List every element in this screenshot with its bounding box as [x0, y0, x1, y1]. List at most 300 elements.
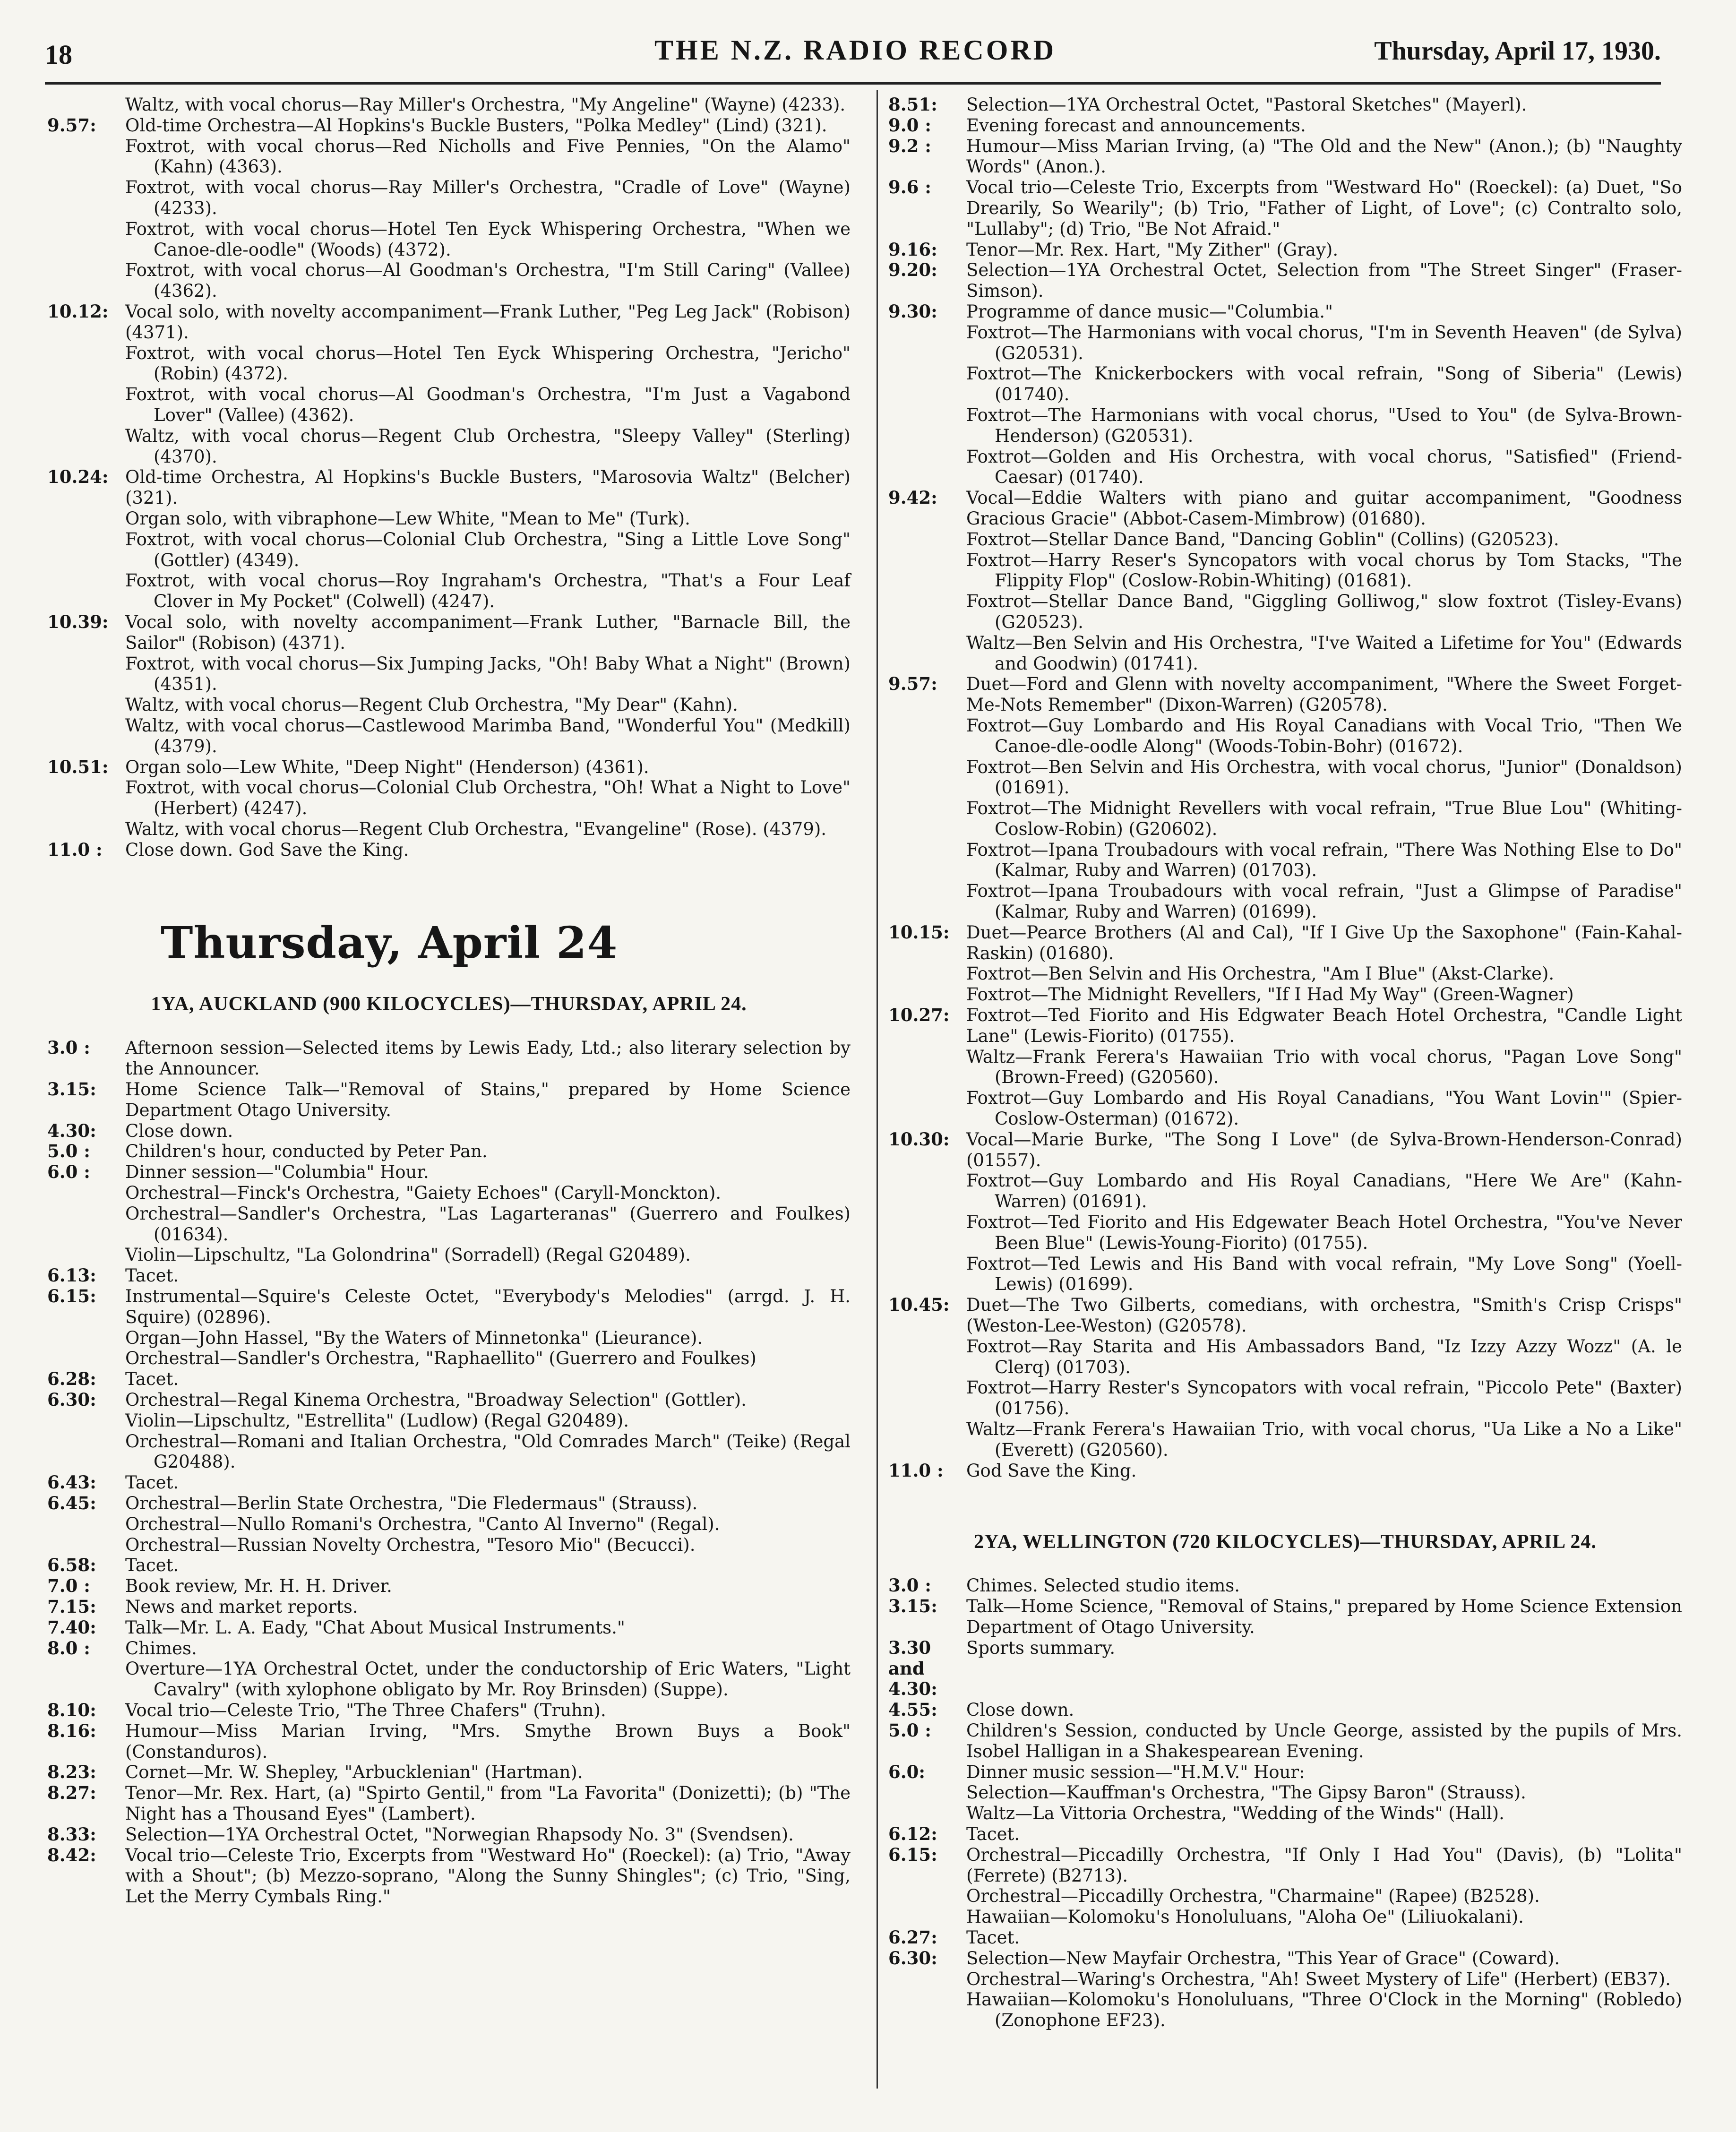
entry-time: [47, 1410, 125, 1431]
entry-time: [888, 363, 966, 405]
entry-text: Humour—Miss Marian Irving, "Mrs. Smythe Brown Buys a Book" (Constanduros).: [125, 1720, 851, 1762]
entry-time: [47, 570, 125, 612]
program-entry: [888, 1596, 1682, 1638]
program-entry: [888, 301, 1682, 322]
program-entry: [47, 1265, 851, 1286]
program-entry: [888, 1845, 1682, 1886]
program-entry: [888, 963, 1682, 984]
program-entry: [888, 984, 1682, 1005]
entry-time: [47, 95, 125, 115]
program-entry: [888, 674, 1682, 715]
entry-text: Waltz, with vocal chorus—Regent Club Orchestra, "Sleepy Valley" (Sterling) (4370).: [125, 425, 851, 467]
program-entry: [47, 1348, 851, 1369]
entry-time: 3.0 :: [47, 1037, 90, 1058]
program-entry: [888, 1254, 1682, 1295]
entry-text: Selection—Kauffman's Orchestra, "The Gipsy Baron" (Strauss).: [966, 1782, 1526, 1803]
program-entry: [888, 591, 1682, 633]
entry-text: Tacet.: [125, 1369, 179, 1390]
entry-time: 6.30:: [888, 1947, 937, 1969]
entry-text: Orchestral—Russian Novelty Orchestra, "Tesoro Mio" (Becucci).: [125, 1534, 696, 1555]
program-entry: [888, 1638, 1682, 1700]
program-entry: [47, 467, 851, 508]
program-entry: [47, 1038, 851, 1079]
program-entry: [888, 1295, 1682, 1336]
program-entry: [47, 1204, 851, 1245]
program-entry: [47, 260, 851, 301]
entry-time: 6.0:: [888, 1761, 926, 1782]
entry-text: Vocal solo, with novelty accompaniment—Frank Luther, "Barnacle Bill, the Sailor" (Robison) (4371).: [125, 611, 851, 653]
program-entry: [888, 363, 1682, 405]
entry-time: 10.45:: [888, 1294, 950, 1315]
entry-text: Waltz, with vocal chorus—Castlewood Marimba Band, "Wonderful You" (Medkill) (4379).: [125, 715, 851, 757]
entry-text: Tacet.: [125, 1472, 179, 1493]
program-entry: [47, 1514, 851, 1535]
entry-time: [888, 322, 966, 364]
entry-time: 6.30:: [47, 1389, 96, 1410]
program-entry: [888, 1377, 1682, 1419]
entry-time: [888, 1803, 966, 1824]
entry-time: [888, 798, 966, 840]
program-entry: [888, 1886, 1682, 1907]
program-entry: [47, 1555, 851, 1576]
entry-time: [888, 715, 966, 757]
entry-time: 9.20:: [888, 259, 937, 281]
program-entry: [47, 1659, 851, 1700]
program-entry: [888, 1927, 1682, 1948]
program-entry: [888, 1088, 1682, 1129]
program-entry: [47, 1079, 851, 1121]
entry-text: Foxtrot—Harry Reser's Syncopators with vocal chorus by Tom Stacks, "The Flippity Flop" (Coslow-Robin-Whiting) (01681).: [966, 550, 1682, 591]
day-heading: Thursday, April 24: [161, 917, 618, 969]
entry-text: Vocal trio—Celeste Trio, Excerpts from "Westward Ho" (Roeckel): (a) Trio, "Away with a Shout"; (b) Mezzo-soprano, "Along the Sunny Shingles"; (c) Trio, "Sing, Let the Merry Cymbals Ring.": [125, 1845, 851, 1907]
program-entry: [47, 301, 851, 343]
entry-text: Vocal trio—Celeste Trio, Excerpts from "Westward Ho" (Roeckel): (a) Duet, "So Drearily, So Wearily"; (b) Trio, "Father of Light, of Love"; (c) Contralto solo, "Lullaby"; (d) Trio, "Be Not Afraid.": [966, 177, 1682, 239]
entry-time: 9.6 :: [888, 177, 931, 198]
entry-time: [888, 1989, 966, 2031]
program-entry: [888, 260, 1682, 301]
entry-time: [888, 550, 966, 592]
program-entry: [888, 798, 1682, 840]
program-entry: [47, 1762, 851, 1783]
entry-time: 5.0 :: [47, 1141, 90, 1162]
program-entry: [47, 177, 851, 219]
entry-time: [47, 426, 125, 467]
entry-text: Instrumental—Squire's Celeste Octet, "Everybody's Melodies" (arrgd. J. H. Squire) (02896).: [125, 1286, 851, 1327]
program-entry: [47, 1121, 851, 1142]
entry-time: [888, 591, 966, 633]
program-entry: [47, 1410, 851, 1431]
program-entry: [47, 1472, 851, 1493]
entry-text: Chimes. Selected studio items.: [966, 1575, 1240, 1596]
entry-time: 8.0 :: [47, 1637, 90, 1659]
program-entry: [47, 1700, 851, 1721]
entry-text: Foxtrot—Stellar Dance Band, "Dancing Goblin" (Collins) (G20523).: [966, 529, 1559, 550]
entry-text: Close down. God Save the King.: [125, 839, 409, 860]
program-entry: [47, 1183, 851, 1204]
entry-text: Foxtrot—Ben Selvin and His Orchestra, with vocal chorus, "Junior" (Donaldson) (01691).: [966, 757, 1682, 798]
station-heading-2ya: 2YA, WELLINGTON (720 KILOCYCLES)—THURSDAY, APRIL 24.: [974, 1531, 1597, 1553]
entry-text: Foxtrot—Harry Rester's Syncopators with vocal refrain, "Piccolo Pete" (Baxter) (01756).: [966, 1377, 1682, 1419]
entry-text: Organ solo, with vibraphone—Lew White, "Mean to Me" (Turk).: [125, 508, 690, 529]
entry-time: [888, 757, 966, 799]
entry-time: [888, 1212, 966, 1254]
entry-text: Old-time Orchestra—Al Hopkins's Buckle Busters, "Polka Medley" (Lind) (321).: [125, 115, 827, 136]
entry-text: Waltz—Frank Ferera's Hawaiian Trio with vocal chorus, "Pagan Love Song" (Brown-Freed) (G20560).: [966, 1046, 1682, 1088]
entry-text: Foxtrot—Ted Fiorito and His Edgewater Beach Hotel Orchestra, "You've Never Been Blue" (Lewis-Young-Fiorito) (01755).: [966, 1212, 1682, 1253]
program-entry: [47, 1783, 851, 1824]
entry-text: Foxtrot—Ray Starita and His Ambassadors Band, "Iz Izzy Azzy Wozz" (A. le Clerq) (01703).: [966, 1336, 1682, 1377]
entry-time: [47, 1204, 125, 1245]
program-entry: [888, 840, 1682, 881]
program-entry: [888, 1969, 1682, 1990]
entry-time: 7.40:: [47, 1616, 96, 1638]
entry-text: Talk—Home Science, "Removal of Stains," prepared by Home Science Extension Department of Otago University.: [966, 1596, 1682, 1637]
entry-time: [47, 777, 125, 819]
entry-text: Old-time Orchestra, Al Hopkins's Buckle Busters, "Marosovia Waltz" (Belcher) (321).: [125, 467, 851, 508]
entry-time: 9.2 :: [888, 135, 931, 156]
program-entry: [888, 1948, 1682, 1969]
entry-text: Tacet.: [966, 1927, 1020, 1948]
entry-time: [47, 1348, 125, 1369]
entry-text: Tacet.: [125, 1265, 179, 1286]
program-entry: [888, 1824, 1682, 1845]
program-entry: [47, 612, 851, 653]
entry-time: [888, 1254, 966, 1295]
entry-text: Orchestral—Romani and Italian Orchestra, "Old Comrades March" (Teike) (Regal G20488).: [125, 1431, 851, 1472]
entry-time: 3.15:: [47, 1079, 96, 1100]
entry-time: [47, 1183, 125, 1204]
entry-text: Orchestral—Waring's Orchestra, "Ah! Sweet Mystery of Life" (Herbert) (EB37).: [966, 1969, 1671, 1989]
entry-text: Chimes.: [125, 1638, 197, 1659]
entry-time: 6.15:: [47, 1286, 96, 1307]
program-entry: [47, 1328, 851, 1349]
program-entry: [47, 529, 851, 571]
entry-time: [47, 529, 125, 571]
entry-text: Book review, Mr. H. H. Driver.: [125, 1576, 392, 1597]
program-entry: [47, 219, 851, 260]
entry-time: 8.16:: [47, 1720, 96, 1741]
entry-text: Hawaiian—Kolomoku's Honoluluans, "Aloha Oe" (Liliuokalani).: [966, 1907, 1524, 1927]
entry-time: [888, 840, 966, 881]
entry-time: [888, 529, 966, 550]
program-list-2ya: [888, 1575, 1682, 2031]
program-entry: [47, 1245, 851, 1265]
entry-time: [47, 1245, 125, 1265]
program-entry: [47, 1369, 851, 1390]
entry-text: Orchestral—Piccadilly Orchestra, "Charmaine" (Rapee) (B2528).: [966, 1886, 1540, 1907]
entry-text: Foxtrot—The Knickerbockers with vocal refrain, "Song of Siberia" (Lewis) (01740).: [966, 363, 1682, 405]
entry-text: Foxtrot—Ted Fiorito and His Edgwater Beach Hotel Orchestra, "Candle Light Lane" (Lewis-Fiorito) (01755).: [966, 1005, 1682, 1046]
entry-text: Cornet—Mr. W. Shepley, "Arbucklenian" (Hartman).: [125, 1762, 583, 1783]
entry-text: Children's hour, conducted by Peter Pan.: [125, 1141, 488, 1162]
program-list-1ya: [47, 1038, 851, 1907]
section-gap: [888, 1481, 1682, 1524]
entry-text: Foxtrot, with vocal chorus—Roy Ingraham's Orchestra, "That's a Four Leaf Clover in My Pocket" (Colwell) (4247).: [125, 570, 851, 612]
entry-time: 6.27:: [888, 1926, 937, 1948]
entry-time: [888, 1336, 966, 1378]
entry-text: Foxtrot—Ted Lewis and His Band with vocal refrain, "My Love Song" (Yoell-Lewis) (01699).: [966, 1253, 1682, 1295]
entry-time: [47, 343, 125, 385]
entry-time: 6.58:: [47, 1555, 96, 1576]
entry-time: 9.42:: [888, 487, 937, 508]
entry-time: 10.30:: [888, 1128, 950, 1150]
entry-text: Foxtrot—Guy Lombardo and His Royal Canadians, "Here We Are" (Kahn-Warren) (01691).: [966, 1170, 1682, 1212]
program-entry: [888, 1575, 1682, 1596]
entry-text: Foxtrot, with vocal chorus—Red Nicholls and Five Pennies, "On the Alamo" (Kahn) (4363).: [125, 136, 851, 177]
entry-text: Tenor—Mr. Rex. Hart, (a) "Spirto Gentil," from "La Favorita" (Donizetti); (b) "The Night has a Thousand Eyes" (Lambert).: [125, 1783, 851, 1824]
entry-text: Organ—John Hassel, "By the Waters of Minnetonka" (Lieurance).: [125, 1327, 703, 1348]
entry-text: Duet—The Two Gilberts, comedians, with orchestra, "Smith's Crisp Crisps" (Weston-Lee-Weston) (G20578).: [966, 1295, 1682, 1336]
program-entry: [888, 529, 1682, 550]
entry-time: 11.0 :: [47, 839, 103, 860]
entry-time: 3.15:: [888, 1596, 937, 1617]
entry-text: Waltz—Ben Selvin and His Orchestra, "I've Waited a Lifetime for You" (Edwards and Goodwin) (01741).: [966, 632, 1682, 674]
program-entry: [47, 1431, 851, 1473]
program-entry: [47, 1845, 851, 1907]
program-list-1ya-continued: [888, 95, 1682, 1481]
entry-text: Duet—Pearce Brothers (Al and Cal), "If I Give Up the Saxophone" (Fain-Kahal-Raskin) (01680).: [966, 922, 1682, 963]
left-column: [47, 95, 851, 1907]
entry-text: Orchestral—Regal Kinema Orchestra, "Broadway Selection" (Gottler).: [125, 1390, 747, 1410]
entry-time: 10.51:: [47, 756, 109, 777]
entry-text: Orchestral—Berlin State Orchestra, "Die Fledermaus" (Strauss).: [125, 1493, 698, 1514]
entry-text: Foxtrot—The Harmonians with vocal chorus, "I'm in Seventh Heaven" (de Sylva) (G20531).: [966, 322, 1682, 363]
entry-time: [47, 260, 125, 301]
entry-text: Vocal—Eddie Walters with piano and guitar accompaniment, "Goodness Gracious Gracie" (Abbot-Casem-Mimbrow) (01680).: [966, 488, 1682, 529]
entry-time: 10.39:: [47, 611, 109, 632]
entry-text: Foxtrot—The Harmonians with vocal chorus, "Used to You" (de Sylva-Brown-Henderson) (G20531).: [966, 404, 1682, 446]
entry-time: [888, 1907, 966, 1927]
entry-text: God Save the King.: [966, 1460, 1137, 1481]
entry-time: 9.57:: [888, 673, 937, 695]
program-entry: [47, 1617, 851, 1638]
entry-text: Foxtrot, with vocal chorus—Colonial Club Orchestra, "Oh! What a Night to Love" (Herbert) (4247).: [125, 777, 851, 819]
entry-text: Hawaiian—Kolomoku's Honoluluans, "Three O'Clock in the Morning" (Robledo) (Zonophone EF23).: [966, 1989, 1682, 2031]
entry-text: Orchestral—Nullo Romani's Orchestra, "Canto Al Inverno" (Regal).: [125, 1513, 720, 1534]
entry-text: Orchestral—Sandler's Orchestra, "Las Lagarteranas" (Guerrero and Foulkes) (01634).: [125, 1203, 851, 1245]
entry-text: Foxtrot—Golden and His Orchestra, with vocal chorus, "Satisfied" (Friend-Caesar) (01740).: [966, 446, 1682, 488]
entry-time: 10.27:: [888, 1005, 950, 1026]
program-entry: [888, 757, 1682, 799]
entry-time: 7.0 :: [47, 1575, 90, 1597]
entry-text: Overture—1YA Orchestral Octet, under the conductorship of Eric Waters, "Light Cavalry" (with xylophone obligato by Mr. Roy Brinsden) (Suppe).: [125, 1659, 851, 1700]
entry-time: [888, 447, 966, 488]
entry-text: Foxtrot—Guy Lombardo and His Royal Canadians, "You Want Lovin'" (Spier-Coslow-Osterman) (01672).: [966, 1088, 1682, 1129]
entry-time: [888, 881, 966, 922]
program-entry: [47, 1390, 851, 1410]
entry-time: 11.0 :: [888, 1460, 944, 1481]
entry-time: 7.15:: [47, 1596, 96, 1617]
entry-text: Waltz, with vocal chorus—Regent Club Orchestra, "Evangeline" (Rose). (4379).: [125, 818, 827, 839]
entry-text: Vocal solo, with novelty accompaniment—Frank Luther, "Peg Leg Jack" (Robison) (4371).: [125, 301, 851, 343]
entry-time: [888, 633, 966, 674]
program-entry: [47, 1141, 851, 1162]
issue-date: Thursday, April 17, 1930.: [1374, 36, 1661, 66]
entry-text: Foxtrot, with vocal chorus—Al Goodman's Orchestra, "I'm Just a Vagabond Lover" (Vallee) (4362).: [125, 384, 851, 425]
program-entry: [888, 115, 1682, 136]
entry-text: Humour—Miss Marian Irving, (a) "The Old and the New" (Anon.); (b) "Naughty Words" (Anon.).: [966, 136, 1682, 177]
entry-time: 6.45:: [47, 1493, 96, 1514]
entry-time: 8.27:: [47, 1782, 96, 1804]
program-entry: [888, 177, 1682, 239]
program-entry: [47, 115, 851, 136]
entry-time: 8.23:: [47, 1762, 96, 1783]
entry-time: 8.33:: [47, 1823, 96, 1845]
entry-text: Violin—Lipschultz, "La Golondrina" (Sorradell) (Regal G20489).: [125, 1245, 691, 1265]
entry-time: 6.15:: [888, 1844, 937, 1865]
publication-title: THE N.Z. RADIO RECORD: [654, 34, 1057, 66]
entry-time: 6.28:: [47, 1368, 96, 1390]
program-entry: [888, 1700, 1682, 1720]
entry-time: 3.30 and 4.30:: [888, 1637, 937, 1700]
entry-time: [47, 177, 125, 219]
program-entry: [888, 1762, 1682, 1783]
program-entry: [47, 1721, 851, 1762]
entry-time: 8.51:: [888, 94, 937, 115]
entry-time: [47, 819, 125, 840]
entry-text: Orchestral—Sandler's Orchestra, "Raphaellito" (Guerrero and Foulkes): [125, 1348, 756, 1369]
entry-time: 6.12:: [888, 1823, 937, 1844]
entry-time: [888, 1088, 966, 1129]
entry-time: 4.55:: [888, 1699, 937, 1720]
entry-text: Waltz—Frank Ferera's Hawaiian Trio, with vocal chorus, "Ua Like a No a Like" (Everett) (G20560).: [966, 1419, 1682, 1460]
program-entry: [888, 405, 1682, 447]
entry-text: Waltz, with vocal chorus—Ray Miller's Orchestra, "My Angeline" (Wayne) (4233).: [125, 95, 846, 115]
program-entry: [888, 1047, 1682, 1088]
program-entry: [888, 1336, 1682, 1378]
program-entry: [47, 1576, 851, 1597]
program-entry: [888, 240, 1682, 260]
entry-text: Violin—Lipschultz, "Estrellita" (Ludlow) (Regal G20489).: [125, 1410, 629, 1431]
entry-text: Selection—1YA Orchestral Octet, "Norwegian Rhapsody No. 3" (Svendsen).: [125, 1824, 794, 1845]
entry-text: Tacet.: [966, 1823, 1020, 1844]
entry-text: Foxtrot, with vocal chorus—Hotel Ten Eyck Whispering Orchestra, "When we Canoe-dle-oodle" (Woods) (4372).: [125, 218, 851, 260]
entry-text: Close down.: [125, 1120, 233, 1141]
program-entry: [888, 881, 1682, 922]
program-entry: [888, 1907, 1682, 1927]
entry-text: Foxtrot—Guy Lombardo and His Royal Canadians with Vocal Trio, "Then We Canoe-dle-oodle Along" (Woods-Tobin-Bohr) (01672).: [966, 715, 1682, 757]
entry-time: 4.30:: [47, 1120, 96, 1141]
entry-text: Dinner session—"Columbia" Hour.: [125, 1162, 429, 1183]
program-entry: [47, 136, 851, 178]
entry-text: Foxtrot, with vocal chorus—Ray Miller's Orchestra, "Cradle of Love" (Wayne) (4233).: [125, 177, 851, 218]
entry-time: 8.42:: [47, 1844, 96, 1866]
program-entry: [47, 653, 851, 695]
entry-time: [47, 653, 125, 695]
program-entry: [47, 695, 851, 715]
program-entry: [888, 1461, 1682, 1481]
entry-text: Close down.: [966, 1700, 1074, 1720]
entry-time: [888, 405, 966, 447]
program-entry: [47, 1535, 851, 1556]
entry-time: [47, 508, 125, 529]
program-entry: [888, 1129, 1682, 1171]
program-entry: [47, 757, 851, 778]
entry-time: 8.10:: [47, 1699, 96, 1720]
entry-text: Tacet.: [125, 1555, 179, 1576]
entry-time: 5.0 :: [888, 1719, 931, 1741]
entry-text: Tenor—Mr. Rex. Hart, "My Zither" (Gray).: [966, 239, 1339, 260]
entry-time: 9.16:: [888, 239, 937, 260]
entry-text: Selection—New Mayfair Orchestra, "This Year of Grace" (Coward).: [966, 1948, 1560, 1969]
entry-text: Foxtrot—The Midnight Revellers with vocal refrain, "True Blue Lou" (Whiting-Coslow-Robin) (G20602).: [966, 798, 1682, 839]
entry-time: [47, 715, 125, 757]
program-entry: [47, 508, 851, 529]
entry-text: Selection—1YA Orchestral Octet, Selection from "The Street Singer" (Fraser-Simson).: [966, 260, 1682, 301]
page-number: 18: [45, 39, 72, 70]
program-entry: [888, 488, 1682, 529]
entry-time: 9.0 :: [888, 114, 931, 136]
entry-time: [888, 1886, 966, 1907]
column-divider: [877, 90, 878, 2089]
entry-time: 9.30:: [888, 301, 937, 322]
program-entry: [47, 343, 851, 385]
entry-time: [47, 384, 125, 426]
program-entry: [888, 1782, 1682, 1803]
entry-text: Sports summary.: [966, 1637, 1116, 1658]
program-entry: [888, 1989, 1682, 2031]
entry-time: [47, 219, 125, 260]
entry-time: 10.12:: [47, 301, 109, 322]
program-entry: [47, 840, 851, 860]
program-entry: [47, 1597, 851, 1617]
entry-time: [47, 1431, 125, 1473]
program-entry: [47, 1162, 851, 1183]
program-entry: [888, 447, 1682, 488]
entry-text: Dinner music session—"H.M.V." Hour:: [966, 1762, 1305, 1782]
program-entry: [888, 1170, 1682, 1212]
entry-text: Foxtrot, with vocal chorus—Al Goodman's Orchestra, "I'm Still Caring" (Vallee) (4362).: [125, 260, 851, 301]
entry-text: Evening forecast and announcements.: [966, 115, 1306, 136]
entry-text: Vocal—Marie Burke, "The Song I Love" (de Sylva-Brown-Henderson-Conrad) (01557).: [966, 1129, 1682, 1170]
entry-text: Children's Session, conducted by Uncle George, assisted by the pupils of Mrs. Isobel Halligan in a Shakespearean Evening.: [966, 1720, 1682, 1762]
entry-time: [47, 695, 125, 715]
entry-time: [888, 963, 966, 984]
previous-day-program-list: [47, 95, 851, 860]
entry-time: 6.0 :: [47, 1161, 90, 1183]
program-entry: [888, 1212, 1682, 1254]
entry-text: Waltz—La Vittoria Orchestra, "Wedding of the Winds" (Hall).: [966, 1803, 1504, 1824]
program-entry: [47, 95, 851, 115]
entry-time: [888, 984, 966, 1005]
entry-time: [47, 1328, 125, 1349]
program-entry: [888, 633, 1682, 674]
entry-text: Orchestral—Finck's Orchestra, "Gaiety Echoes" (Caryll-Monckton).: [125, 1183, 722, 1204]
entry-text: Foxtrot—Ben Selvin and His Orchestra, "Am I Blue" (Akst-Clarke).: [966, 963, 1555, 984]
entry-text: Foxtrot—The Midnight Revellers, "If I Had My Way" (Green-Wagner): [966, 984, 1574, 1005]
entry-text: Vocal trio—Celeste Trio, "The Three Chafers" (Truhn).: [125, 1700, 606, 1720]
program-entry: [888, 1803, 1682, 1824]
entry-time: [888, 1047, 966, 1088]
entry-text: Waltz, with vocal chorus—Regent Club Orchestra, "My Dear" (Kahn).: [125, 695, 738, 715]
header-rule: [45, 82, 1661, 85]
entry-time: 6.43:: [47, 1472, 96, 1493]
program-entry: [888, 1419, 1682, 1461]
program-entry: [888, 136, 1682, 178]
program-entry: [47, 715, 851, 757]
page-header: [45, 34, 1661, 77]
entry-text: Afternoon session—Selected items by Lewis Eady, Ltd.; also literary selection by the Announcer.: [125, 1038, 851, 1079]
program-entry: [47, 570, 851, 612]
entry-text: Foxtrot—Ipana Troubadours with vocal refrain, "Just a Glimpse of Paradise" (Kalmar, Ruby and Warren) (01699).: [966, 881, 1682, 922]
entry-text: Foxtrot, with vocal chorus—Six Jumping Jacks, "Oh! Baby What a Night" (Brown) (4351).: [125, 653, 851, 695]
entry-text: Foxtrot—Stellar Dance Band, "Giggling Golliwog," slow foxtrot (Tisley-Evans) (G20523).: [966, 591, 1682, 632]
entry-time: [888, 1969, 966, 1990]
entry-time: [888, 1377, 966, 1419]
program-entry: [47, 1824, 851, 1845]
entry-text: Talk—Mr. L. A. Eady, "Chat About Musical Instruments.": [125, 1617, 625, 1638]
entry-time: [47, 1535, 125, 1556]
